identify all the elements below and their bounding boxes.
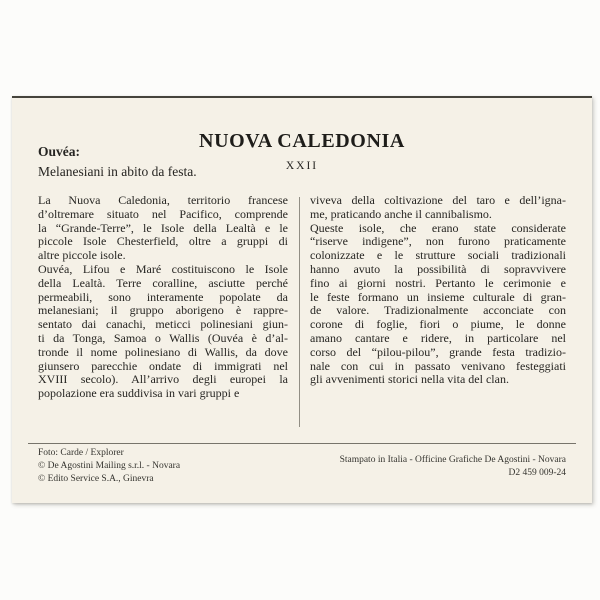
text-line: de valore. Tradizionalmente acconciate con (310, 303, 566, 318)
text-line: altre piccole isole. (38, 248, 126, 263)
location-label: Ouvéa: (38, 144, 80, 159)
postcard-back (12, 96, 592, 503)
text-line: hanno avuto la possibilità di sopravvivere (310, 261, 566, 276)
text-line: d’oltremare situato nel Pacifico, comprende (38, 206, 288, 221)
footer-printing-info (340, 454, 566, 480)
text-line: corone di foglie, fiori o piume, le donne (310, 317, 566, 332)
text-line: viveva della coltivazione del taro e dell’igna- (310, 194, 566, 207)
footer-line: D2 459 009-24 (508, 468, 566, 478)
right-text-column (310, 194, 566, 427)
text-line: fino ai giorni nostri. Pertanto le cerimonie e (310, 275, 566, 290)
card-title: NUOVA CALEDONIA (199, 130, 405, 152)
text-line: melanesiani; il gruppo aborigeno è rappre- (38, 303, 288, 318)
text-line: me, praticando anche il cannibalismo. (310, 206, 492, 221)
text-line: “riserve indigene”, non furono praticamente (310, 234, 566, 249)
text-line: permeabili, sono interamente popolate da (38, 289, 288, 304)
text-line: corso del “pilou-pilou”, grande festa tradizio- (310, 344, 566, 359)
text-line: della Lealtà. Terre coralline, asciutte perché (38, 275, 288, 290)
text-line: tronde il nome polinesiano di Wallis, da dove (38, 344, 288, 359)
paragraph (38, 194, 288, 263)
text-line: ti da Tonga, Samoa o Wallis (Ouvéa è d’al- (38, 330, 288, 345)
text-line: XVIII secolo). All’arrivo degli europei la (38, 372, 288, 387)
column-divider-rule (299, 197, 300, 427)
text-line: Ouvéa, Lifou e Maré costituiscono le Isole (38, 261, 288, 276)
text-line: colonizzate e le strutture sociali tradizionali (310, 248, 566, 263)
text-line: piccole Isole Chesterfield, oltre a gruppi di (38, 234, 288, 249)
text-line: popolazione era suddivisa in vari gruppi e (38, 386, 240, 401)
text-line: sentato dai canachi, meticci polinesiani giun- (38, 317, 288, 332)
left-text-column (38, 194, 288, 427)
text-line: la “Grande-Terre”, le Isole della Lealtà e le (38, 220, 288, 235)
footer-photo-credits (38, 447, 180, 486)
footer-line: Foto: Carde / Explorer (38, 448, 124, 458)
text-line: giunsero parecchie ondate di immigrati nel (38, 358, 288, 373)
paragraph (310, 222, 566, 388)
text-line: nale con cui in passato venivano festeggiati (310, 358, 566, 373)
body-text (38, 194, 566, 427)
paragraph (38, 263, 288, 401)
footer-separator-rule (28, 443, 576, 444)
paragraph (310, 194, 566, 222)
series-number: XXII (285, 160, 319, 172)
text-line: amano cantare e ridere, in particolare nel (310, 330, 566, 345)
text-line: Queste isole, che erano state considerate (310, 220, 566, 235)
text-line: gli avvenimenti storici nella vita del clan. (310, 372, 509, 387)
photo-caption: Melanesiani in abito da festa. (38, 164, 197, 179)
footer-line: Stampato in Italia - Officine Grafiche De Agostini - Novara (339, 455, 566, 465)
text-line: le feste formano un insieme culturale di gran- (310, 289, 566, 304)
footer-line: © Edito Service S.A., Ginevra (38, 474, 154, 484)
footer-line: © De Agostini Mailing s.r.l. - Novara (38, 461, 181, 471)
text-line: La Nuova Caledonia, territorio francese (38, 194, 288, 207)
